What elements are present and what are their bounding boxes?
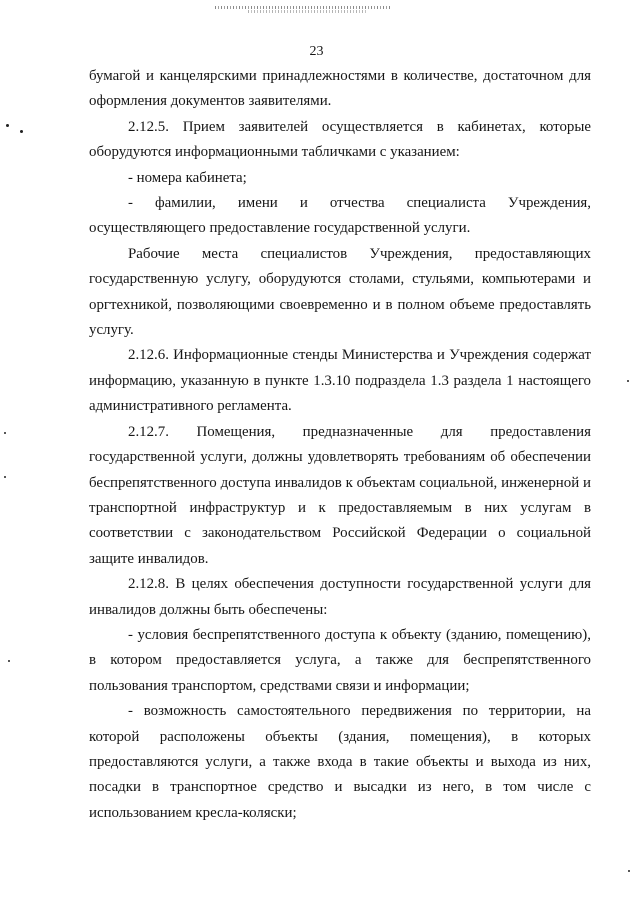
document-body	[89, 64, 591, 826]
paragraph-2-12-8: 2.12.8. В целях обеспечения доступности государственной услуги для инвалидов должны быть обеспечены:	[89, 576, 591, 618]
paragraph-2-12-5: 2.12.5. Прием заявителей осуществляется в кабинетах, которые оборудуются информационными табличками с указанием:	[89, 118, 591, 161]
list-item-room-number: - номера кабинета;	[128, 169, 247, 186]
list-item-access-conditions: - условия беспрепятственного доступа к объекту (зданию, помещению), в котором предоставляется услуга, а также для беспрепятственного пользования транспортом, средствами связи и информации;	[89, 626, 591, 694]
scan-dot	[8, 660, 10, 662]
scan-dot	[4, 476, 6, 478]
scan-dot	[628, 870, 630, 872]
page-number: 23	[309, 44, 324, 59]
scan-dot	[4, 432, 6, 434]
scan-artifact-top	[215, 6, 390, 9]
list-item-movement: - возможность самостоятельного передвижения по территории, на которой расположены объекты (здания, помещения), в которых предоставляются услуги, а также входа в такие объекты и выхода из них, посадки в транспортное средство и высадки из него, в том числе с использованием кресла-коляски;	[89, 703, 591, 821]
paragraph-workplaces: Рабочие места специалистов Учреждения, предоставляющих государственную услугу, оборудуются столами, стульями, компьютерами и оргтехникой, позволяющими своевременно и в полном объеме предоставлять услугу.	[89, 245, 591, 339]
list-item-specialist-name: - фамилии, имени и отчества специалиста Учреждения, осуществляющего предоставление государственной услуги.	[89, 195, 591, 237]
paragraph-continuation: бумагой и канцелярскими принадлежностями в количестве, достаточном для оформления документов заявителями.	[89, 68, 591, 110]
scan-artifact-top-2	[248, 10, 368, 13]
paragraph-2-12-7: 2.12.7. Помещения, предназначенные для предоставления государственной услуги, должны удовлетворять требованиям об обеспечении беспрепятственного доступа инвалидов к объектам социальной, инженерной и транспортной инфраструктур и к предоставляемым в них услугам в соответствии с законодательством Российской Федерации о социальной защите инвалидов.	[89, 423, 591, 567]
scan-dot	[627, 380, 629, 382]
scan-dot	[6, 124, 9, 127]
scan-dot	[20, 130, 23, 133]
paragraph-2-12-6: 2.12.6. Информационные стенды Министерства и Учреждения содержат информацию, указанную в пункте 1.3.10 подраздела 1.3 раздела 1 настоящего административного регламента.	[89, 347, 591, 415]
